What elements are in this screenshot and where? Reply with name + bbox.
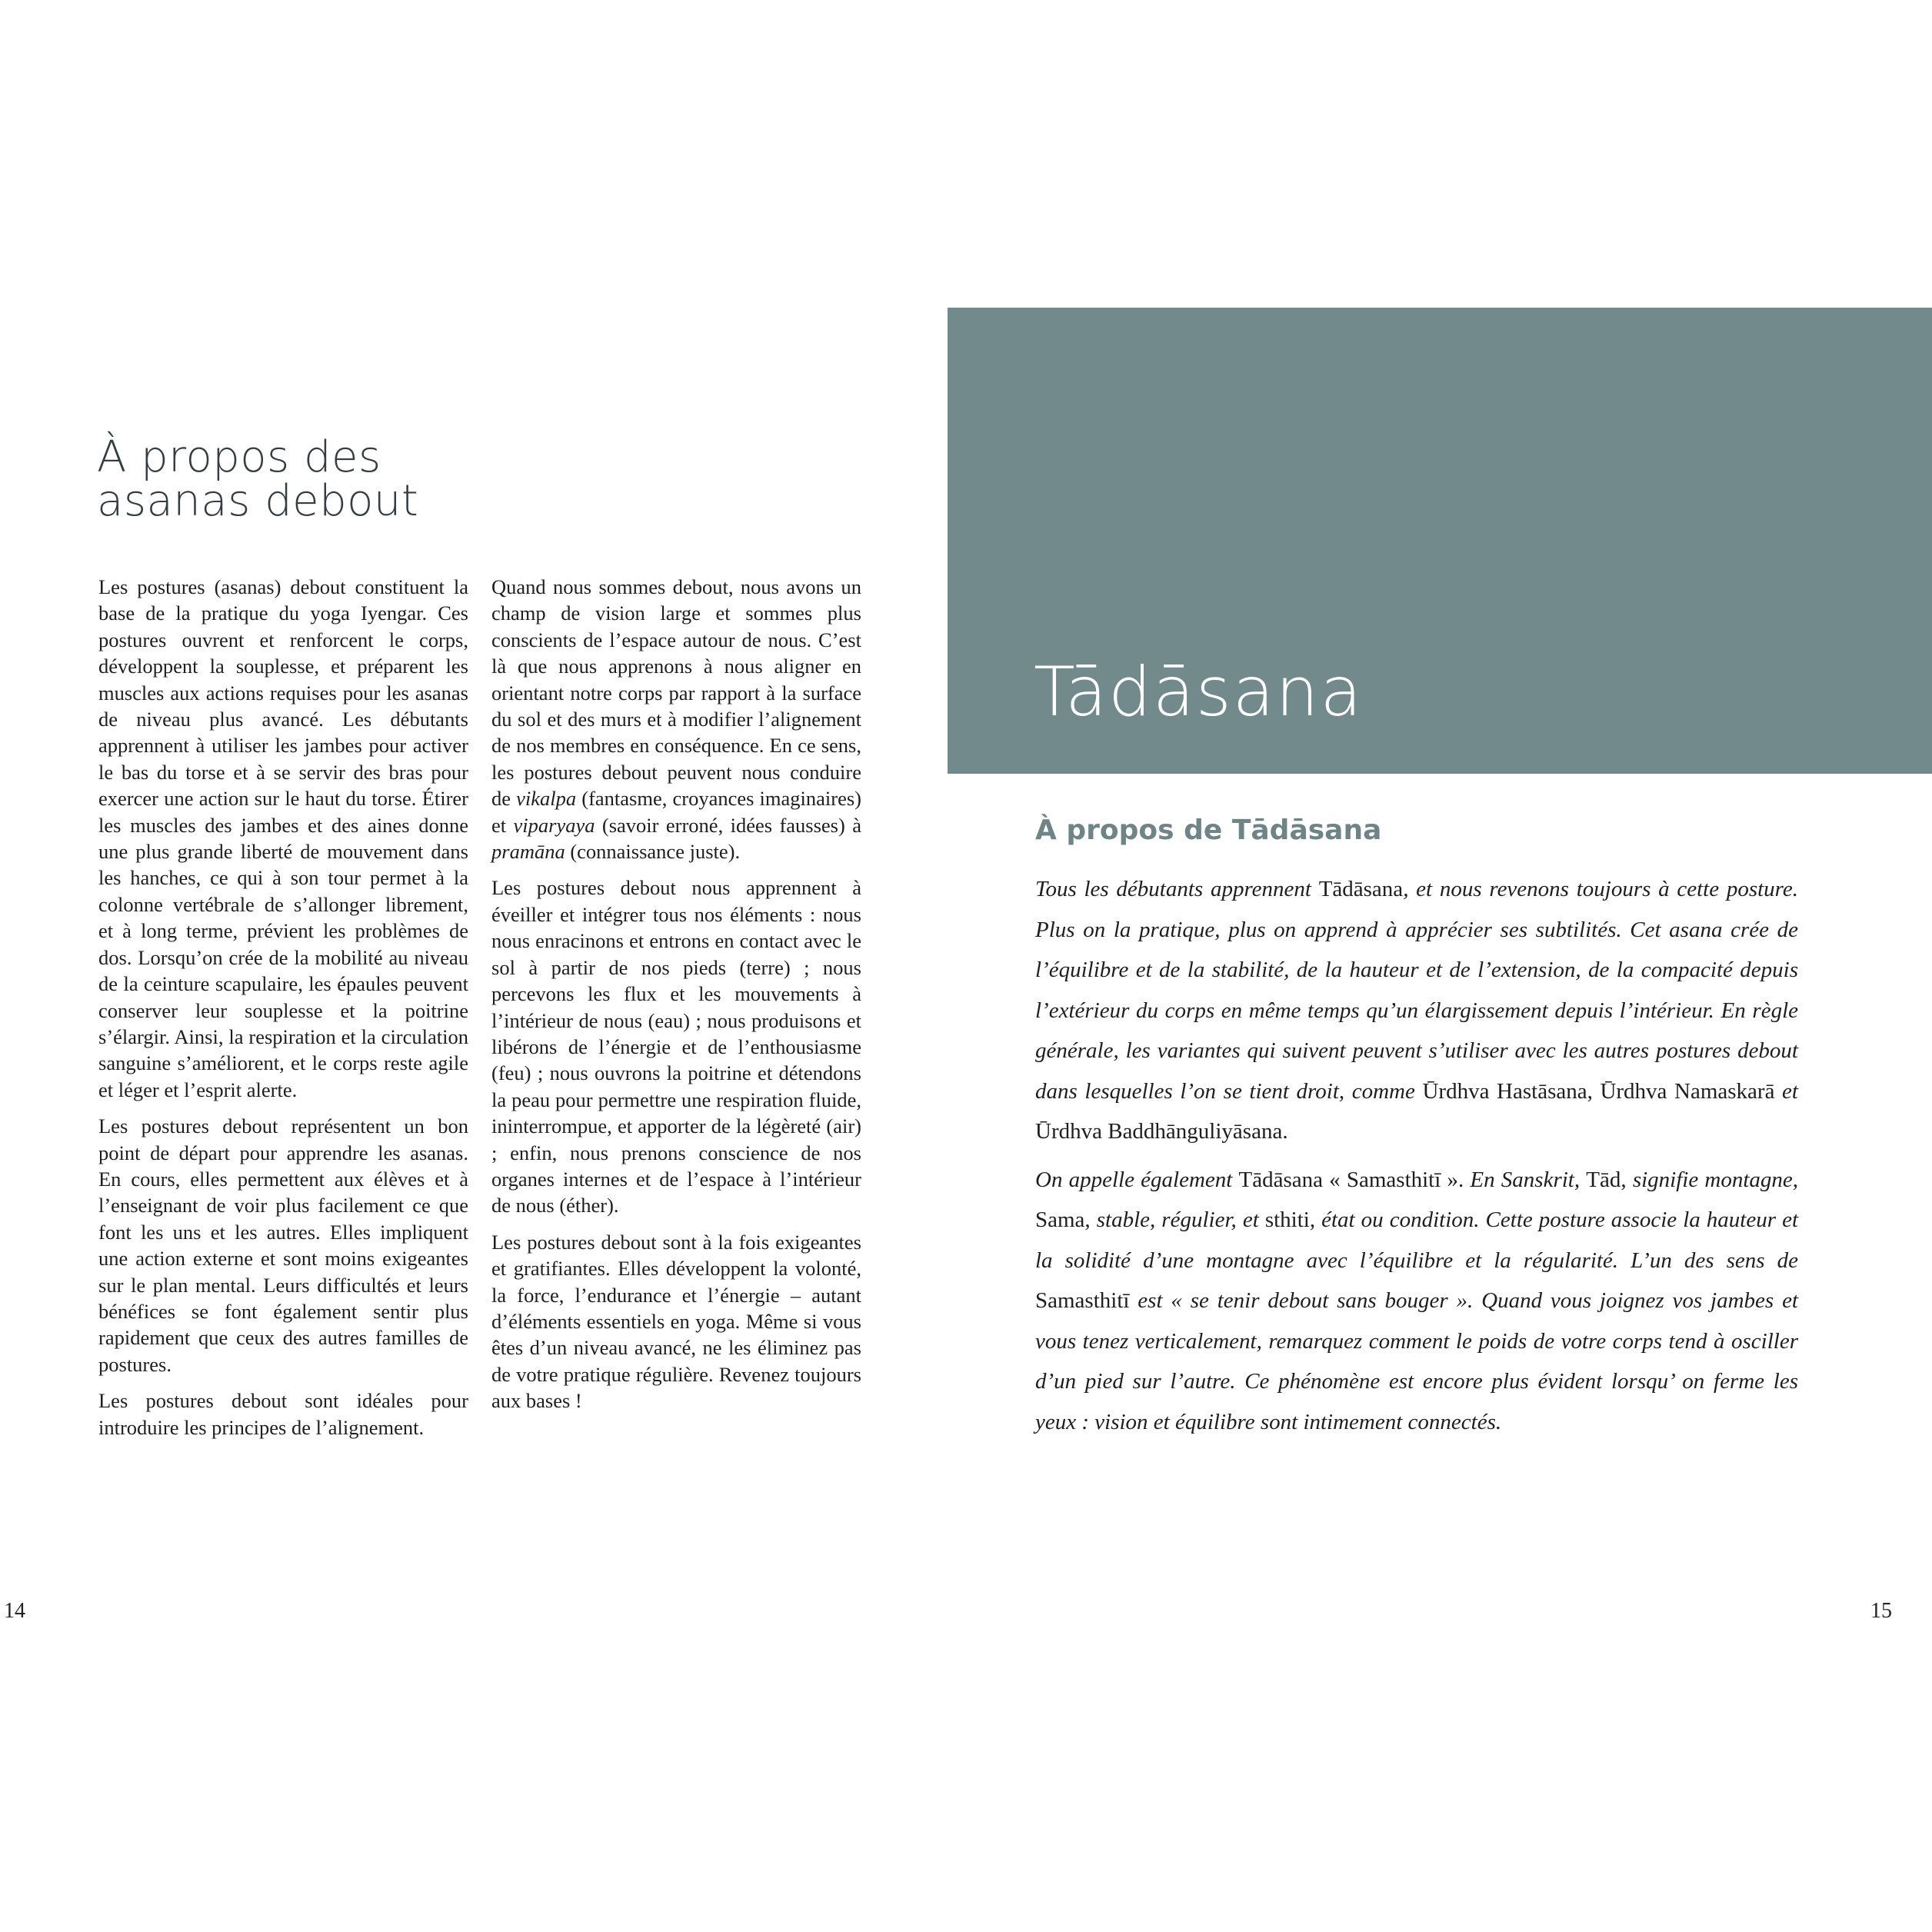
paragraph: [1035, 1160, 1798, 1443]
sanskrit-term: Tādāsana « Samasthitī ».: [1238, 1167, 1464, 1192]
text-run: (connaissance juste).: [565, 840, 741, 864]
text-run: état ou condition. Cette posture associe la hauteur et la solidité d’une montagne avec l’équilibre et la régularité. L’un des sens de: [1035, 1208, 1798, 1273]
text-run: En Sanskrit,: [1464, 1167, 1587, 1192]
paragraph: Les postures debout représentent un bon point de départ pour apprendre les asanas. En cours, elles permettent aux élèves et à l’enseignant de voir plus facilement ce que font les uns et les autres. Elles impliquent une action externe et sont moins exigeantes sur le plan mental. Leurs difficultés et leurs bénéfices se font également sentir plus rapidement que ceux des autres familles de postures.: [98, 1114, 468, 1376]
page-heading: [97, 432, 635, 526]
paragraph: Les postures (asanas) debout constituent la base de la pratique du yoga Iyengar. Ces postures ouvrent et renforcent le corps, développent la souplesse, et préparent les muscles aux actions requises pour les asanas de niveau plus avancé. Les débutants apprennent à utiliser les jambes pour activer le bas du torse et à se servir des bras pour exercer une action sur le haut du torse. Étirer les muscles des jambes et des aines donne une plus grande liberté de mouvement dans les hanches, ce qui à son tour permet à la colonne vertébrale de s’allonger librement, et à long terme, prévient les problèmes de dos. Lorsqu’on crée de la mobilité au niveau de la ceinture scapulaire, les épaules peuvent conserver leur souplesse et la poitrine s’élargir. Ainsi, la respiration et la circulation sanguine s’améliorent, et le corps reste agile et léger et l’esprit alerte.: [98, 575, 468, 1101]
chapter-title: Tādāsana: [1034, 652, 1364, 731]
title-banner: [948, 308, 1932, 774]
sanskrit-term: Ūrdhva Baddhānguliyāsana.: [1035, 1119, 1288, 1144]
paragraph: Les postures debout nous apprennent à éveiller et intégrer tous nos éléments : nous nous enracinons et entrons en contact avec le sol à partir de nos pieds (terre) ; nous percevons les flux et les mouvements à l’intérieur de nous (eau) ; nous produisons et libérons de l’énergie et de l’enthousiasme (feu) ; nous ouvrons la poitrine et détendons la peau pour permettre une respiration fluide, ininterrompue, et apporter de la légèreté (air) ; enfin, nous prenons conscience de nos organes internes et de l’espace à l’intérieur de nous (éther).: [491, 876, 861, 1217]
sanskrit-term: Sama,: [1035, 1208, 1091, 1232]
paragraph: [1035, 869, 1798, 1152]
paragraph: [491, 574, 861, 864]
text-run: et: [1774, 1078, 1798, 1104]
page-number-left: 14: [4, 1599, 25, 1623]
heading-line-2: asanas debout: [97, 476, 419, 526]
sanskrit-term: sthiti,: [1264, 1208, 1316, 1232]
sanskrit-term: pramāna: [491, 840, 565, 864]
sanskrit-term: vikalpa: [516, 787, 577, 811]
paragraph: Les postures debout sont idéales pour introduire les principes de l’alignement.: [98, 1389, 468, 1439]
text-run: Quand nous sommes debout, nous avons un champ de vision large et sommes plus conscients de l’espace autour de nous. C’est là que nous apprenons à nous aligner en orientant notre corps par rapport à la surface du sol et des murs et à modifier l’alignement de nos membres en conséquence. En ce sens, les postures debout peuvent nous conduire de: [491, 575, 861, 811]
body-text: [1035, 869, 1798, 1450]
sanskrit-term: Ūrdhva Hastāsana, Ūrdhva Namaskarā: [1422, 1078, 1775, 1104]
text-run: est « se tenir debout sans bouger ». Quand vous joignez vos jambes et vous tenez verticalement, remarquez comment le poids de votre corps tend à osciller d’un pied sur l’autre. Ce phénomène est encore plus évident lorsqu’ on ferme les yeux : vision et équilibre sont intimement connectés.: [1035, 1288, 1798, 1434]
sanskrit-term: Samasthitī: [1035, 1288, 1130, 1313]
page-number-right: 15: [1870, 1599, 1892, 1623]
text-run: (savoir erroné, idées fausses) à: [595, 813, 861, 837]
text-run: On appelle également: [1035, 1167, 1239, 1192]
text-run: (fantasme, croyances imaginaires) et: [491, 787, 861, 837]
text-run: stable, régulier, et: [1090, 1208, 1265, 1232]
heading-line-1: À propos des: [97, 432, 381, 482]
text-run: Tous les débutants apprennent: [1035, 877, 1319, 901]
paragraph: Les postures debout sont à la fois exigeantes et gratifiantes. Elles développent la volonté, la force, l’endurance et l’énergie – autant d’éléments essentiels en yoga. Même si vous êtes d’un niveau avancé, ne les éliminez pas de votre pratique régulière. Revenez toujours aux bases !: [491, 1230, 861, 1413]
sanskrit-term: viparyaya: [513, 813, 595, 837]
sanskrit-term: Tādāsana: [1318, 877, 1404, 901]
text-run: , et nous revenons toujours à cette posture. Plus on la pratique, plus on apprend à apprécier ses subtilités. Cet asana crée de l’équilibre et de la stabilité, de la hauteur et de l’extension, de la compacité depuis l’extérieur du corps en même temps qu’un élargissement depuis l’intérieur. En règle générale, les variantes qui suivent peuvent s’utiliser avec les autres postures debout dans lesquelles l’on se tient droit, comme: [1035, 877, 1798, 1104]
section-heading: À propos de Tādāsana: [1035, 814, 1382, 846]
sanskrit-term: Tād,: [1586, 1167, 1627, 1192]
text-run: signifie montagne,: [1626, 1167, 1799, 1192]
text-column-1: [98, 574, 468, 1451]
text-column-2: [491, 574, 861, 1424]
